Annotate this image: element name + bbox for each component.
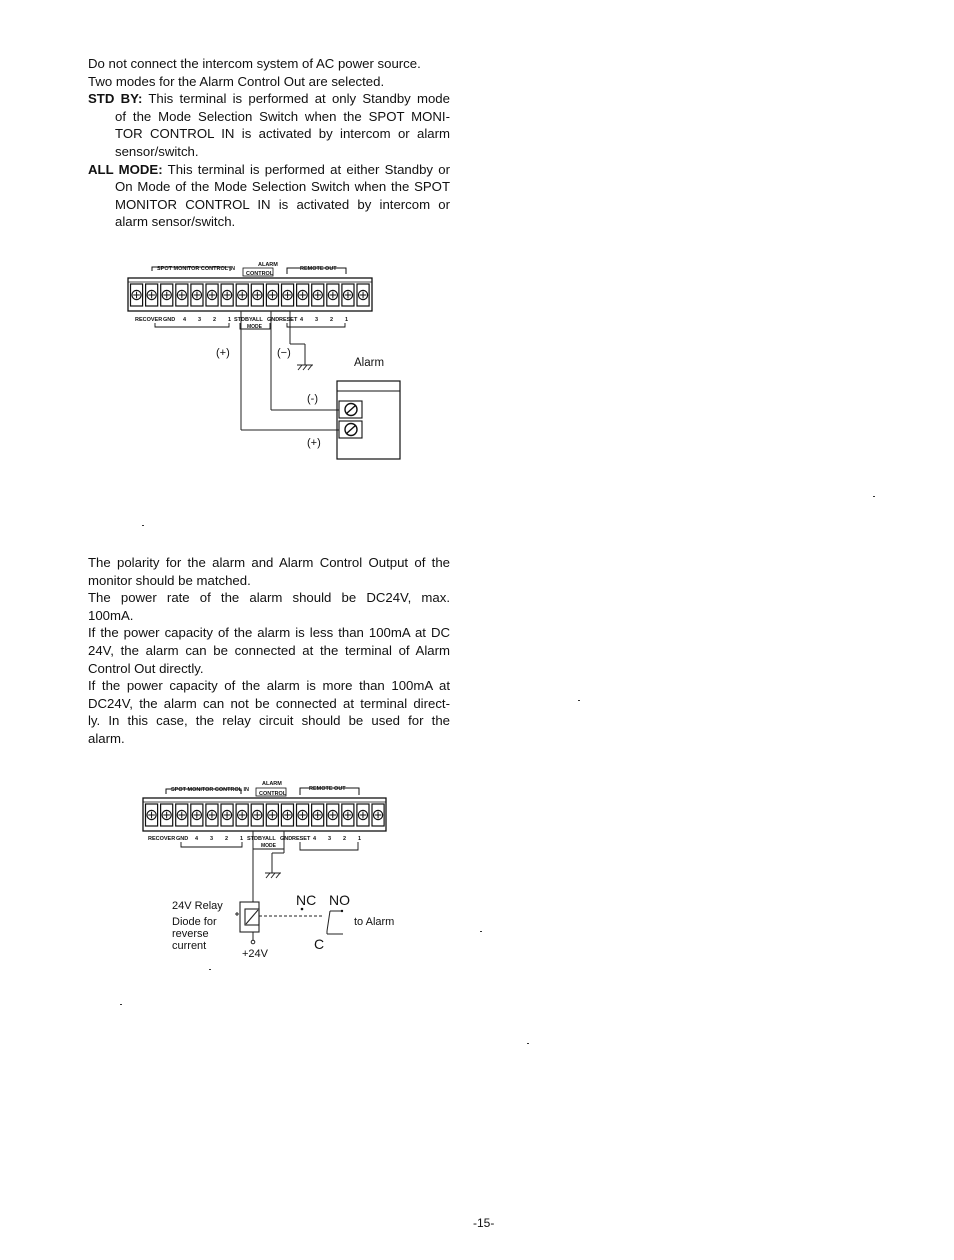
terminal-header-1 bbox=[152, 262, 346, 277]
screw-terminal bbox=[206, 284, 218, 306]
label-reset: RESET bbox=[279, 317, 298, 323]
alarm-minus-label: (-) bbox=[307, 393, 318, 405]
label2-gnd2: GND bbox=[280, 836, 293, 842]
screw-terminal bbox=[206, 804, 218, 826]
label2-1: 1 bbox=[240, 836, 244, 842]
label2-3: 3 bbox=[210, 836, 214, 842]
middle-line-10: ly. In this case, the relay circuit should be used for the bbox=[88, 713, 450, 729]
middle-line-8: If the power capacity of the alarm is more than 100mA at bbox=[88, 678, 450, 694]
alarm-control-label-2a: ALARM bbox=[262, 781, 282, 787]
alarm-label: Alarm bbox=[354, 357, 385, 369]
label-r4: 4 bbox=[300, 317, 304, 323]
label-recover: RECOVER bbox=[135, 317, 163, 323]
to-alarm-label: to Alarm bbox=[354, 916, 395, 928]
no-label: NO bbox=[329, 892, 350, 908]
label2-all: ALL bbox=[265, 836, 276, 842]
label-r3: 3 bbox=[315, 317, 319, 323]
screw-terminal bbox=[312, 804, 324, 826]
screw-terminal bbox=[327, 804, 339, 826]
label-all: ALL bbox=[252, 317, 263, 323]
screw-terminal bbox=[281, 804, 293, 826]
middle-line-1: The polarity for the alarm and Alarm Control Output of the bbox=[88, 555, 450, 570]
label-2: 2 bbox=[213, 317, 217, 323]
label2-r3: 3 bbox=[328, 836, 332, 842]
remote-out-label: REMOTE OUT bbox=[300, 266, 337, 272]
middle-text-block bbox=[88, 554, 450, 748]
middle-line-3: The power rate of the alarm should be DC24V, max. bbox=[88, 590, 450, 606]
remote-out-label-2: REMOTE OUT bbox=[309, 786, 346, 792]
screw-terminal bbox=[297, 284, 309, 306]
label2-recover: RECOVER bbox=[148, 836, 176, 842]
screw-terminal bbox=[176, 804, 188, 826]
screw-terminal bbox=[342, 804, 354, 826]
middle-line-6: 24V, the alarm can be connected at the terminal of Alarm bbox=[88, 642, 450, 658]
screw-terminal bbox=[146, 804, 158, 826]
stdby-line-4: sensor/switch. bbox=[115, 143, 199, 159]
label2-mode: MODE bbox=[261, 843, 276, 849]
label2-2: 2 bbox=[225, 836, 229, 842]
alarm-control-label-2: CONTROL bbox=[246, 271, 274, 277]
label2-gnd: GND bbox=[176, 836, 189, 842]
diode-label-1: Diode for bbox=[172, 916, 217, 928]
label2-stdby: STDBY bbox=[247, 836, 266, 842]
alarm-control-label-1: ALARM bbox=[258, 262, 278, 268]
spot-monitor-label-2: SPOT MONITOR CONTROL IN bbox=[171, 787, 250, 793]
screw-terminal bbox=[251, 804, 263, 826]
screw-terminal bbox=[146, 284, 158, 306]
intro-line-1: Do not connect the intercom system of AC power source. bbox=[88, 56, 421, 71]
middle-line-7: Control Out directly. bbox=[88, 660, 204, 676]
screw-terminal bbox=[327, 284, 339, 306]
screw-terminal bbox=[131, 284, 143, 306]
label-3: 3 bbox=[198, 317, 202, 323]
page-number: -15- bbox=[473, 1216, 495, 1230]
label2-4: 4 bbox=[195, 836, 199, 842]
c-label: C bbox=[314, 936, 325, 952]
label2-reset: RESET bbox=[292, 836, 311, 842]
allmode-text-1: This terminal is performed at either Standby or bbox=[167, 161, 450, 177]
screw-terminal bbox=[266, 284, 278, 306]
scan-speck bbox=[873, 496, 875, 497]
diode-label-2: reverse bbox=[172, 928, 209, 940]
screw-terminal bbox=[221, 804, 233, 826]
middle-line-9: DC24V, the alarm can not be connected at terminal direct- bbox=[88, 695, 450, 711]
screw-terminal bbox=[236, 804, 248, 826]
label-mode: MODE bbox=[247, 324, 262, 330]
screw-terminal bbox=[176, 284, 188, 306]
label-r2: 2 bbox=[330, 317, 334, 323]
scan-speck bbox=[142, 525, 144, 526]
alarm-device-box bbox=[337, 381, 400, 459]
minus-label: (−) bbox=[277, 347, 291, 359]
label-1: 1 bbox=[228, 317, 232, 323]
screw-terminal bbox=[297, 804, 309, 826]
terminal-bottom-labels-2 bbox=[148, 836, 361, 850]
terminal-block-1 bbox=[128, 278, 372, 311]
stdby-line-2: of the Mode Selection Switch when the SPOT MONI- bbox=[115, 108, 450, 124]
scan-speck bbox=[209, 969, 211, 970]
label-gnd: GND bbox=[163, 317, 176, 323]
nc-label: NC bbox=[296, 892, 317, 908]
label-stdby: STDBY bbox=[234, 317, 253, 323]
stdby-label: STD BY: bbox=[88, 91, 143, 107]
label2-r4: 4 bbox=[313, 836, 317, 842]
screw-terminal bbox=[191, 284, 203, 306]
allmode-line-4: alarm sensor/switch. bbox=[115, 214, 236, 230]
screw-terminal bbox=[312, 284, 324, 306]
label-r1: 1 bbox=[345, 317, 349, 323]
terminal-bottom-labels-1 bbox=[135, 317, 348, 330]
screw-terminal bbox=[266, 804, 278, 826]
middle-line-2: monitor should be matched. bbox=[88, 572, 251, 588]
screw-terminal bbox=[221, 284, 233, 306]
allmode-line-3: MONITOR CONTROL IN is activated by intercom or bbox=[115, 196, 450, 212]
label2-r2: 2 bbox=[343, 836, 347, 842]
middle-line-4: 100mA. bbox=[88, 607, 134, 623]
alarm-control-label-2b: CONTROL bbox=[259, 791, 287, 797]
spot-monitor-label: SPOT MONITOR CONTROL IN bbox=[157, 266, 236, 272]
screw-terminal bbox=[282, 284, 294, 306]
plus-label: (+) bbox=[216, 347, 230, 359]
screw-terminal bbox=[191, 804, 203, 826]
alarm-plus-label: (+) bbox=[307, 437, 321, 449]
screw-terminal bbox=[161, 804, 173, 826]
allmode-label: ALL MODE: bbox=[88, 161, 163, 177]
screw-terminal bbox=[357, 804, 369, 826]
intro-line-2: Two modes for the Alarm Control Out are selected. bbox=[88, 73, 385, 89]
diode-label-3: current bbox=[172, 940, 207, 952]
relay-wires bbox=[235, 831, 343, 944]
scan-speck bbox=[120, 1004, 122, 1005]
scan-speck bbox=[480, 931, 482, 932]
middle-line-5: If the power capacity of the alarm is less than 100mA at DC bbox=[88, 625, 450, 641]
middle-line-11: alarm. bbox=[88, 730, 125, 746]
terminal-header-2 bbox=[166, 781, 359, 797]
stdby-line-3: TOR CONTROL IN is activated by intercom or alarm bbox=[115, 126, 450, 142]
relay-label: 24V Relay bbox=[172, 900, 223, 912]
scan-speck bbox=[527, 1043, 529, 1044]
screw-terminal bbox=[357, 284, 369, 306]
stdby-text-1: This terminal is performed at only Standby mode bbox=[148, 91, 450, 107]
label-gnd2: GND bbox=[267, 317, 280, 323]
label2-r1: 1 bbox=[358, 836, 362, 842]
screw-terminal bbox=[342, 284, 354, 306]
plus24v-label: +24V bbox=[242, 948, 268, 960]
terminal-block-2 bbox=[143, 798, 386, 831]
scan-speck bbox=[578, 700, 580, 701]
screw-terminal bbox=[372, 804, 384, 826]
screw-terminal bbox=[236, 284, 248, 306]
allmode-line-2: On Mode of the Mode Selection Switch when the SPOT bbox=[115, 179, 450, 195]
screw-terminal bbox=[251, 284, 263, 306]
screw-terminal bbox=[161, 284, 173, 306]
label-4: 4 bbox=[183, 317, 187, 323]
